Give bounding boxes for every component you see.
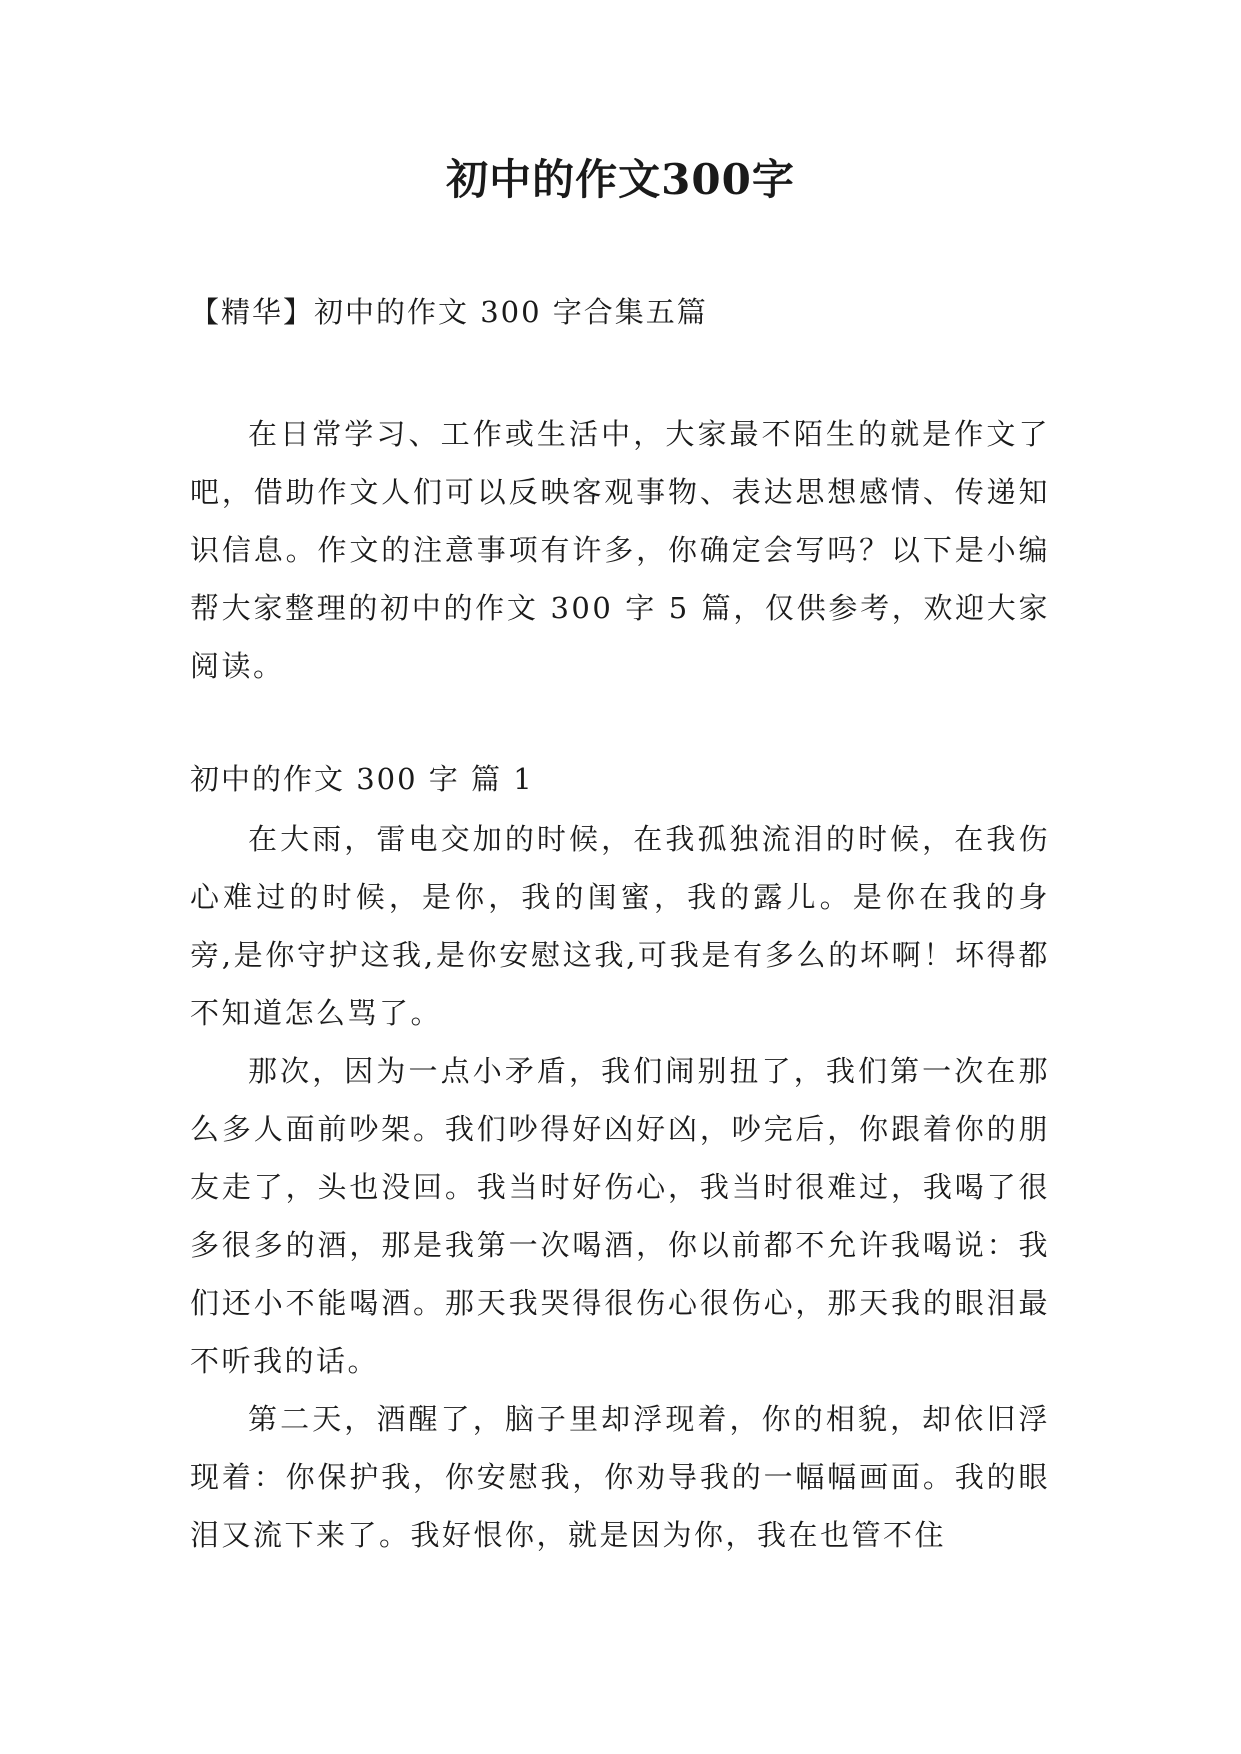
body-paragraph: 第二天，酒醒了，脑子里却浮现着，你的相貌，却依旧浮现着：你保护我，你安慰我，你劝导我的一幅幅画面。我的眼泪又流下来了。我好恨你，就是因为你，我在也管不住	[190, 1402, 1050, 1552]
section-heading: 初中的作文 300 字 篇 1	[190, 762, 534, 796]
document-subtitle: 【精华】初中的作文 300 字合集五篇	[190, 295, 708, 329]
section-body	[190, 810, 1050, 1564]
intro-paragraph: 在日常学习、工作或生活中，大家最不陌生的就是作文了吧，借助作文人们可以反映客观事物、表达思想感情、传递知识信息。作文的注意事项有许多，你确定会写吗？以下是小编帮大家整理的初中的作文 300 字 5 篇，仅供参考，欢迎大家阅读。	[190, 417, 1050, 683]
body-paragraph: 那次，因为一点小矛盾，我们闹别扭了，我们第一次在那么多人面前吵架。我们吵得好凶好凶，吵完后，你跟着你的朋友走了，头也没回。我当时好伤心，我当时很难过，我喝了很多很多的酒，那是我第一次喝酒，你以前都不允许我喝说：我们还小不能喝酒。那天我哭得很伤心很伤心，那天我的眼泪最不听我的话。	[190, 1054, 1050, 1378]
document-title: 初中的作文300字	[446, 155, 795, 204]
intro-block	[190, 405, 1050, 695]
body-paragraph: 在大雨，雷电交加的时候，在我孤独流泪的时候，在我伤心难过的时候，是你，我的闺蜜，我的露儿。是你在我的身旁,是你守护这我,是你安慰这我,可我是有多么的坏啊！坏得都不知道怎么骂了。	[190, 822, 1050, 1030]
